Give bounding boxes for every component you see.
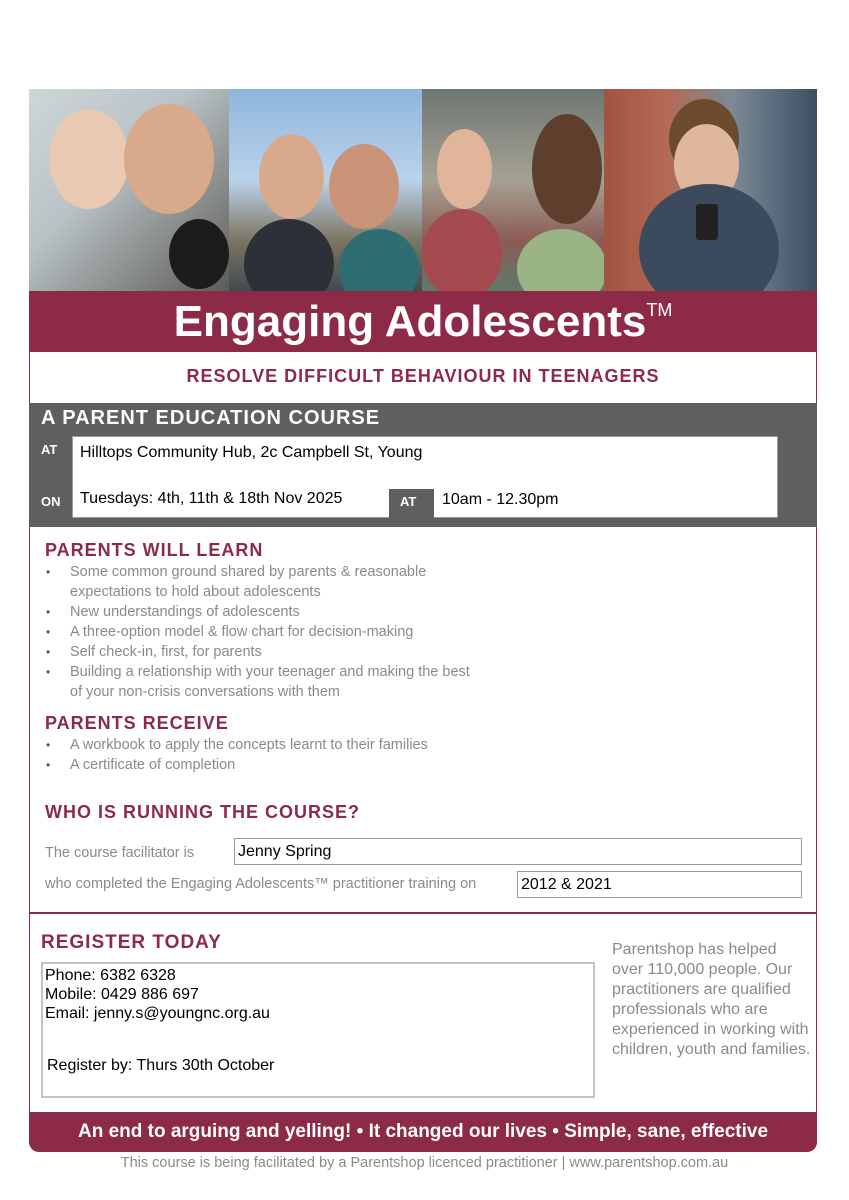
- list-item: • A three-option model & flow chart for decision-making: [44, 622, 484, 642]
- page-subtitle: RESOLVE DIFFICULT BEHAVIOUR IN TEENAGERS: [186, 366, 660, 386]
- header-photo-strip: [29, 89, 817, 292]
- location-label: AT: [41, 442, 58, 457]
- receive-list: [44, 735, 544, 775]
- list-item: • New understandings of adolescents: [44, 602, 484, 622]
- register-heading: REGISTER TODAY: [41, 932, 222, 953]
- page-title: Engaging Adolescents: [173, 297, 647, 346]
- page-title-band: [29, 291, 817, 352]
- testimonial-band: An end to arguing and yelling! • It changed our lives • Simple, sane, effective: [29, 1112, 817, 1152]
- list-item: • Some common ground shared by parents & reasonable expectations to hold about adolescents: [44, 562, 484, 602]
- photo-grandfather-and-teen: [29, 89, 229, 292]
- list-item: • A certificate of completion: [44, 755, 544, 775]
- register-deadline: Register by: Thurs 30th October: [47, 1057, 275, 1074]
- dates-field: Tuesdays: 4th, 11th & 18th Nov 2025: [80, 490, 343, 507]
- running-heading: WHO IS RUNNING THE COURSE?: [45, 802, 361, 822]
- list-item: • A workbook to apply the concepts learnt to their families: [44, 735, 544, 755]
- facilitator-label: The course facilitator is: [45, 845, 195, 861]
- photo-girl-talking: [422, 89, 604, 292]
- contact-mobile: Mobile: 0429 886 697: [45, 986, 199, 1003]
- trademark-mark: TM: [646, 300, 673, 320]
- list-item: • Self check-in, first, for parents: [44, 642, 484, 662]
- parentshop-blurb: Parentshop has helped over 110,000 people. Our practitioners are qualified professionals who are experienced in working with children, youth and families.: [612, 941, 811, 1058]
- training-label: who completed the Engaging Adolescents™ practitioner training on: [45, 876, 477, 892]
- course-heading: A PARENT EDUCATION COURSE: [41, 407, 381, 429]
- photo-boy-with-phone: [604, 89, 817, 292]
- learn-heading: PARENTS WILL LEARN: [45, 540, 264, 560]
- contact-email: Email: jenny.s@youngnc.org.au: [45, 1005, 270, 1022]
- contact-details: [45, 966, 270, 1023]
- dates-label: ON: [41, 494, 61, 509]
- time-label: AT: [400, 494, 417, 509]
- learn-list: [44, 562, 484, 702]
- time-field: 10am - 12.30pm: [442, 491, 559, 508]
- photo-teens-laughing: [229, 89, 422, 292]
- location-field: Hilltops Community Hub, 2c Campbell St, Young: [80, 444, 423, 461]
- contact-phone: Phone: 6382 6328: [45, 967, 176, 984]
- training-years: 2012 & 2021: [521, 876, 612, 893]
- facilitator-name: Jenny Spring: [238, 843, 332, 860]
- list-item: • Building a relationship with your teenager and making the best of your non-crisis conversations with them: [44, 662, 484, 702]
- section-divider: [29, 912, 817, 914]
- receive-heading: PARENTS RECEIVE: [45, 713, 229, 733]
- footer-text: This course is being facilitated by a Parentshop licenced practitioner | www.parentshop.com.au: [120, 1155, 729, 1171]
